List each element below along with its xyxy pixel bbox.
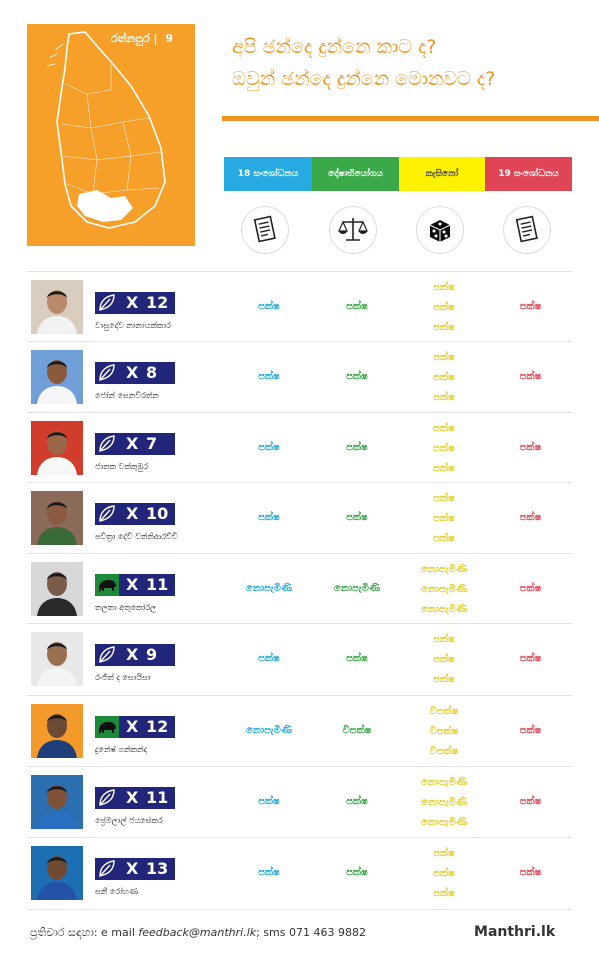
candidate-photo-image bbox=[31, 775, 83, 829]
vote-casino bbox=[401, 702, 487, 762]
cross-mark: X bbox=[126, 434, 139, 453]
vote-casino-line: පක්ෂ bbox=[433, 868, 455, 879]
preference-number-badge bbox=[95, 716, 175, 738]
vote-casino-line: පක්ෂ bbox=[433, 392, 455, 403]
candidate-row bbox=[27, 341, 572, 412]
preference-box bbox=[119, 503, 175, 525]
vote-18th-amendment: පක්ෂ bbox=[258, 442, 280, 453]
preference-number-badge bbox=[95, 787, 175, 809]
vote-impeachment: පක්ෂ bbox=[346, 301, 368, 312]
vote-casino bbox=[401, 489, 487, 549]
column-header: 19 සංශෝධනය bbox=[485, 157, 572, 191]
preference-number-badge bbox=[95, 644, 175, 666]
candidate-photo-image bbox=[31, 280, 83, 334]
vote-impeachment: පක්ෂ bbox=[346, 867, 368, 878]
logo-text: anthri.lk bbox=[487, 924, 556, 940]
cross-mark: X bbox=[126, 645, 139, 664]
candidate-name: තලතා අතුකෝරල bbox=[95, 603, 157, 612]
candidate-name: සනී රෝහණ bbox=[95, 887, 138, 896]
preference-box bbox=[119, 433, 175, 455]
vote-casino-line: පක්ෂ bbox=[433, 493, 455, 504]
leaf-icon bbox=[95, 362, 119, 384]
vote-casino bbox=[401, 844, 487, 904]
vote-casino-line: පක්ෂ bbox=[433, 443, 455, 454]
vote-casino-line: නොපැමිණි bbox=[420, 564, 468, 575]
vote-casino-line: පක්ෂ bbox=[433, 322, 455, 333]
candidate-name: ජෝන් සෙනවිරත්න bbox=[95, 391, 159, 400]
cross-mark: X bbox=[126, 859, 139, 878]
vote-19th-amendment: පක්ෂ bbox=[519, 653, 542, 664]
vote-casino-line: විපක්ෂ bbox=[429, 746, 459, 757]
preference-box bbox=[119, 362, 175, 384]
vote-casino-line: පක්ෂ bbox=[433, 533, 455, 544]
preference-number: 13 bbox=[146, 859, 169, 878]
cross-mark: X bbox=[126, 504, 139, 523]
elephant-icon bbox=[95, 716, 119, 738]
preference-box bbox=[119, 644, 175, 666]
feedback-prefix: ප්‍රතිචාර සඳහා: e mail bbox=[30, 926, 139, 939]
dice-icon bbox=[416, 206, 464, 254]
preference-box bbox=[119, 292, 175, 314]
document-icon bbox=[503, 206, 551, 254]
candidate-photo bbox=[31, 775, 83, 829]
vote-19th-amendment: පක්ෂ bbox=[519, 796, 542, 807]
document-icon bbox=[241, 206, 289, 254]
document-icon-glyph bbox=[242, 207, 288, 253]
candidate-row bbox=[27, 623, 572, 694]
preference-number: 11 bbox=[146, 575, 169, 594]
vote-impeachment: පක්ෂ bbox=[346, 371, 368, 382]
candidate-name: ජානක වක්කුඹුර bbox=[95, 462, 149, 471]
preference-number: 12 bbox=[146, 717, 169, 736]
candidate-photo-image bbox=[31, 704, 83, 758]
dice-icon-glyph bbox=[417, 207, 463, 253]
candidate-row bbox=[27, 766, 572, 837]
cross-mark: X bbox=[126, 575, 139, 594]
candidate-photo-image bbox=[31, 491, 83, 545]
vote-impeachment: පක්ෂ bbox=[346, 442, 368, 453]
preference-number-badge bbox=[95, 433, 175, 455]
district-label: රත්නපුර | 9 bbox=[111, 32, 173, 45]
candidate-row bbox=[27, 482, 572, 553]
vote-casino-line: පක්ෂ bbox=[433, 848, 455, 859]
vote-impeachment: නොපැමිණි bbox=[333, 583, 381, 594]
candidate-photo bbox=[31, 704, 83, 758]
preference-number-badge bbox=[95, 362, 175, 384]
vote-casino bbox=[401, 773, 487, 833]
vote-19th-amendment: පක්ෂ bbox=[519, 512, 542, 523]
district-number: 9 bbox=[165, 32, 173, 45]
preference-box bbox=[119, 574, 175, 596]
candidate-name: දුනේෂ් ගන්කන්ද bbox=[95, 745, 148, 754]
candidate-name: පවිත්‍රා දේවි වන්නිආරච්චි bbox=[95, 532, 178, 541]
cross-mark: X bbox=[126, 363, 139, 382]
vote-casino-line: පක්ෂ bbox=[433, 888, 455, 899]
candidate-row bbox=[27, 271, 572, 342]
manthri-logo bbox=[474, 924, 555, 940]
candidate-photo bbox=[31, 632, 83, 686]
leaf-icon bbox=[95, 858, 119, 880]
vote-19th-amendment: පක්ෂ bbox=[519, 301, 542, 312]
leaf-icon bbox=[95, 292, 119, 314]
cross-mark: X bbox=[126, 293, 139, 312]
vote-18th-amendment: පක්ෂ bbox=[258, 512, 280, 523]
feedback-sms: ; sms 071 463 9882 bbox=[256, 926, 366, 939]
vote-casino-line: නොපැමිණි bbox=[420, 584, 468, 595]
candidate-photo-image bbox=[31, 562, 83, 616]
vote-19th-amendment: පක්ෂ bbox=[519, 583, 542, 594]
vote-casino-line: නොපැමිණි bbox=[420, 604, 468, 615]
headline-line-1: අපි ඡන්දෙ දුන්නෙ කාට ද? bbox=[232, 36, 437, 58]
candidate-name: රංජිත් ද සොයිසා bbox=[95, 673, 151, 682]
candidate-row bbox=[27, 553, 572, 624]
preference-number: 10 bbox=[146, 504, 169, 523]
vote-casino bbox=[401, 348, 487, 408]
preference-number: 12 bbox=[146, 293, 169, 312]
vote-19th-amendment: පක්ෂ bbox=[519, 725, 542, 736]
leaf-icon bbox=[95, 503, 119, 525]
vote-casino-line: පක්ෂ bbox=[433, 674, 455, 685]
candidate-photo bbox=[31, 846, 83, 900]
candidate-photo bbox=[31, 350, 83, 404]
vote-casino-line: පක්ෂ bbox=[433, 302, 455, 313]
cross-mark: X bbox=[126, 788, 139, 807]
vote-18th-amendment: පක්ෂ bbox=[258, 653, 280, 664]
vote-casino bbox=[401, 560, 487, 620]
vote-18th-amendment: පක්ෂ bbox=[258, 867, 280, 878]
headline-underline bbox=[222, 116, 599, 121]
candidate-row bbox=[27, 412, 572, 483]
vote-casino-line: පක්ෂ bbox=[433, 463, 455, 474]
leaf-icon bbox=[95, 433, 119, 455]
vote-casino-line: පක්ෂ bbox=[433, 423, 455, 434]
vote-casino-line: නොපැමිණි bbox=[420, 817, 468, 828]
leaf-icon bbox=[95, 787, 119, 809]
vote-casino bbox=[401, 278, 487, 338]
leaf-icon bbox=[95, 644, 119, 666]
preference-number: 9 bbox=[146, 645, 158, 664]
footer-divider bbox=[27, 909, 572, 910]
candidate-name: ප්‍රේමලාල් ජයසේකර bbox=[95, 816, 163, 825]
column-header: දෝෂාභියෝගය bbox=[312, 157, 399, 191]
candidate-photo-image bbox=[31, 350, 83, 404]
candidate-row bbox=[27, 837, 572, 908]
column-header: 18 සංශෝධනය bbox=[224, 157, 312, 191]
vote-impeachment: විපක්ෂ bbox=[342, 725, 372, 736]
vote-19th-amendment: පක්ෂ bbox=[519, 371, 542, 382]
vote-18th-amendment: නොපැමිණි bbox=[245, 725, 293, 736]
preference-box bbox=[119, 858, 175, 880]
elephant-icon bbox=[95, 574, 119, 596]
vote-18th-amendment: පක්ෂ bbox=[258, 796, 280, 807]
preference-number: 8 bbox=[146, 363, 158, 382]
sri-lanka-map bbox=[27, 24, 195, 246]
candidate-photo bbox=[31, 491, 83, 545]
cross-mark: X bbox=[126, 717, 139, 736]
candidate-photo-image bbox=[31, 421, 83, 475]
candidate-photo bbox=[31, 421, 83, 475]
vote-impeachment: පක්ෂ bbox=[346, 796, 368, 807]
vote-18th-amendment: නොපැමිණි bbox=[245, 583, 293, 594]
vote-19th-amendment: පක්ෂ bbox=[519, 442, 542, 453]
scales-icon-glyph bbox=[330, 207, 376, 253]
preference-box bbox=[119, 787, 175, 809]
vote-18th-amendment: පක්ෂ bbox=[258, 371, 280, 382]
candidate-photo bbox=[31, 280, 83, 334]
vote-casino-line: විපක්ෂ bbox=[429, 706, 459, 717]
logo-initial: M bbox=[474, 924, 488, 940]
column-header: කැසිනෝ bbox=[399, 157, 485, 191]
vote-impeachment: පක්ෂ bbox=[346, 512, 368, 523]
preference-number-badge bbox=[95, 574, 175, 596]
document-icon-glyph bbox=[504, 207, 550, 253]
district-name: රත්නපුර bbox=[111, 32, 150, 45]
candidate-photo-image bbox=[31, 846, 83, 900]
preference-number: 11 bbox=[146, 788, 169, 807]
vote-casino-line: පක්ෂ bbox=[433, 282, 455, 293]
candidate-photo bbox=[31, 562, 83, 616]
candidate-row bbox=[27, 695, 572, 766]
candidate-name: වාසුදේව නානායක්කාර bbox=[95, 321, 171, 330]
vote-casino-line: පක්ෂ bbox=[433, 513, 455, 524]
preference-number: 7 bbox=[146, 434, 158, 453]
preference-number-badge bbox=[95, 503, 175, 525]
feedback-text bbox=[30, 926, 366, 940]
vote-casino-line: නොපැමිණි bbox=[420, 797, 468, 808]
candidate-photo-image bbox=[31, 632, 83, 686]
feedback-email[interactable]: feedback@manthri.lk bbox=[138, 926, 257, 939]
vote-casino-line: විපක්ෂ bbox=[429, 726, 459, 737]
vote-18th-amendment: පක්ෂ bbox=[258, 301, 280, 312]
preference-number-badge bbox=[95, 292, 175, 314]
preference-number-badge bbox=[95, 858, 175, 880]
vote-impeachment: පක්ෂ bbox=[346, 653, 368, 664]
vote-casino-line: නොපැමිණි bbox=[420, 777, 468, 788]
scales-icon bbox=[329, 206, 377, 254]
vote-casino-line: පක්ෂ bbox=[433, 654, 455, 665]
vote-casino-line: පක්ෂ bbox=[433, 352, 455, 363]
vote-19th-amendment: පක්ෂ bbox=[519, 867, 542, 878]
preference-box bbox=[119, 716, 175, 738]
vote-casino bbox=[401, 630, 487, 690]
vote-casino bbox=[401, 419, 487, 479]
vote-casino-line: පක්ෂ bbox=[433, 634, 455, 645]
headline-line-2: ඔවුන් ඡන්දෙ දුන්නෙ මොනවට ද? bbox=[232, 68, 496, 90]
vote-casino-line: පක්ෂ bbox=[433, 372, 455, 383]
